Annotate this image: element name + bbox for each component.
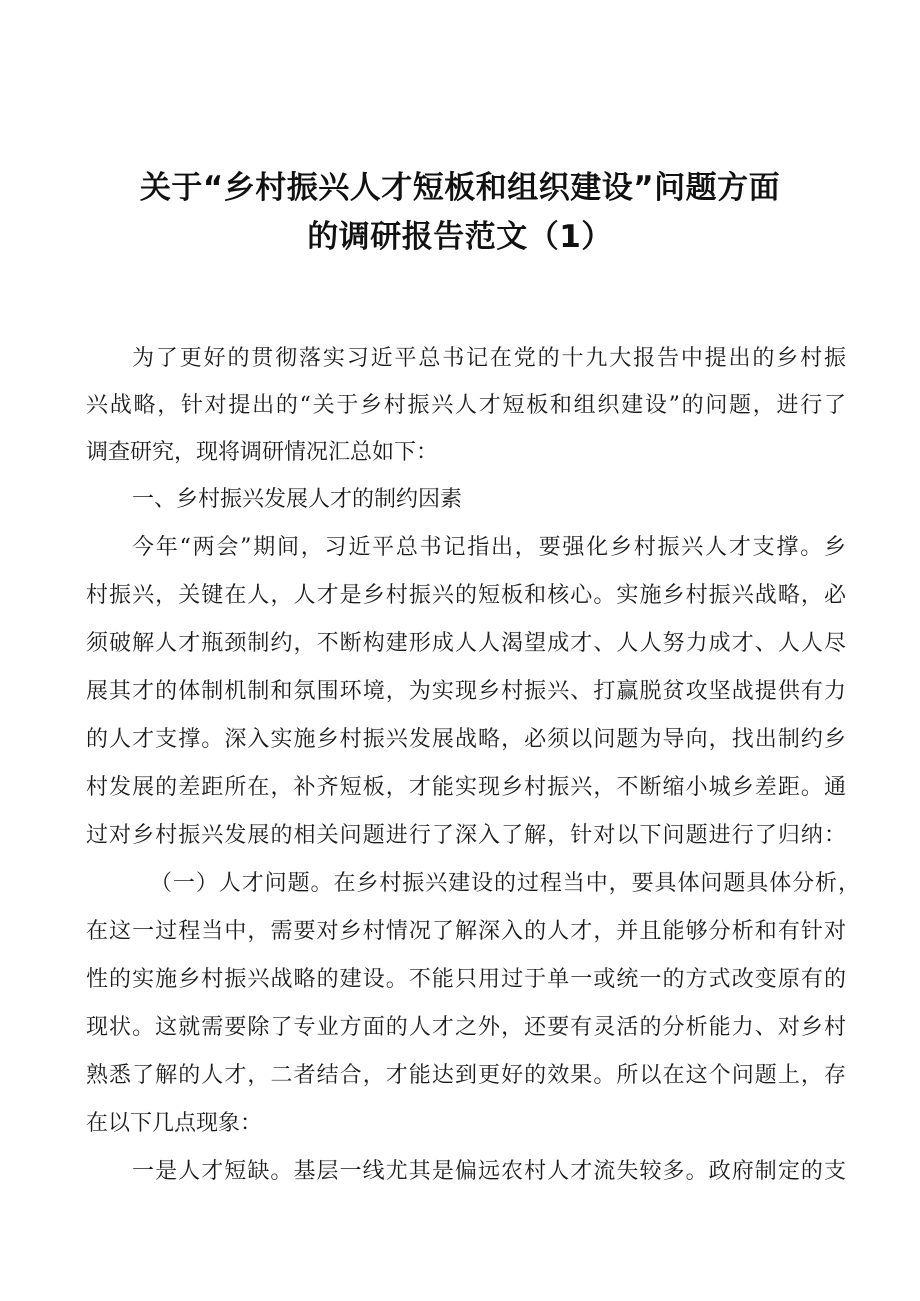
- paragraph-line: 村发展的差距所在，补齐短板，才能实现乡村振兴，不断缩小城乡差距。通: [86, 775, 846, 800]
- paragraph-line: 须破解人才瓶颈制约，不断构建形成人人渴望成才、人人努力成才、人人尽: [86, 631, 846, 656]
- paragraph-line: 过对乡村振兴发展的相关问题进行了深入了解，针对以下问题进行了归纳：: [86, 823, 846, 848]
- paragraph-line: 一是人才短缺。基层一线尤其是偏远农村人才流失较多。政府制定的支: [132, 1159, 846, 1184]
- paragraph-line: 调查研究，现将调研情况汇总如下：: [86, 440, 439, 465]
- paragraph-line: 在这一过程当中，需要对乡村情况了解深入的人才，并且能够分析和有针对: [86, 919, 846, 944]
- paragraph-line: 现状。这就需要除了专业方面的人才之外，还要有灵活的分析能力、对乡村: [86, 1015, 846, 1040]
- paragraph-line: 熟悉了解的人才，二者结合，才能达到更好的效果。所以在这个问题上，存: [86, 1063, 846, 1088]
- paragraph-line: 为了更好的贯彻落实习近平总书记在党的十九大报告中提出的乡村振: [132, 346, 846, 371]
- document-title-line-2: 的调研报告范文（1）: [307, 219, 613, 255]
- paragraph-line: 性的实施乡村振兴战略的建设。不能只用过于单一或统一的方式改变原有的: [86, 967, 846, 992]
- document-title-line-1: 关于“乡村振兴人才短板和组织建设”问题方面: [139, 170, 781, 206]
- paragraph-line: 在以下几点现象：: [86, 1111, 263, 1136]
- section-heading: 一、乡村振兴发展人才的制约因素: [132, 487, 463, 512]
- paragraph-line: 展其才的体制机制和氛围环境，为实现乡村振兴、打赢脱贫攻坚战提供有力: [86, 679, 846, 704]
- paragraph-line: 今年“两会”期间，习近平总书记指出，要强化乡村振兴人才支撑。乡: [132, 535, 846, 560]
- paragraph-line: 村振兴，关键在人，人才是乡村振兴的短板和核心。实施乡村振兴战略，必: [86, 583, 846, 608]
- paragraph-line: （一）人才问题。在乡村振兴建设的过程当中，要具体问题具体分析，: [150, 871, 860, 896]
- paragraph-line: 的人才支撑。深入实施乡村振兴发展战略，必须以问题为导向，找出制约乡: [86, 727, 846, 752]
- paragraph-line: 兴战略，针对提出的“关于乡村振兴人才短板和组织建设”的问题，进行了: [86, 393, 846, 418]
